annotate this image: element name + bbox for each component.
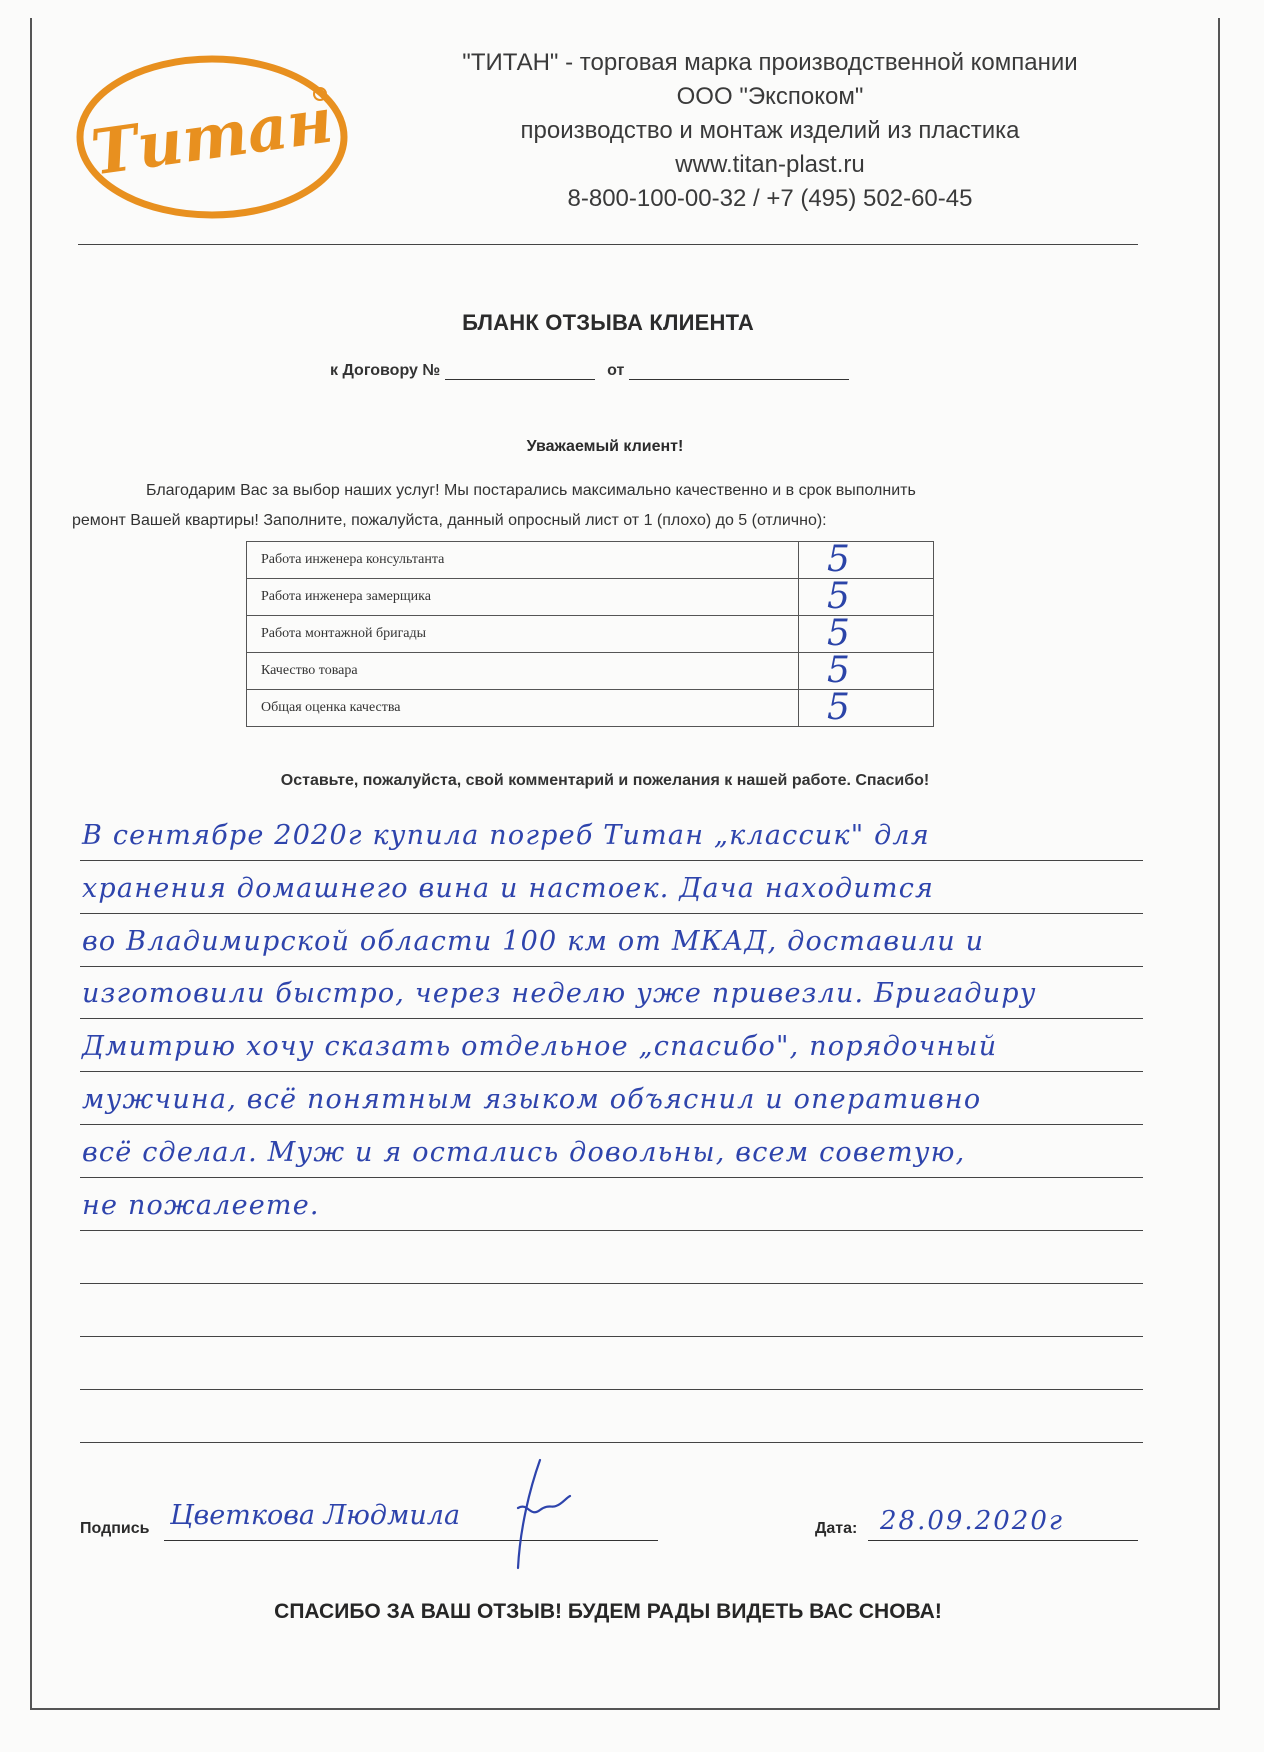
comment-text-line[interactable]: Дмитрию хочу сказать отдельное „спасибо", порядочный [82, 1031, 998, 1062]
company-info [350, 46, 1190, 216]
rating-score[interactable]: 5 [799, 690, 934, 727]
company-line: ООО "Экспоком" [676, 83, 864, 110]
rating-row [247, 690, 934, 727]
intro-line: ремонт Вашей квартиры! Заполните, пожалуйста, данный опросный лист от 1 (плохо) до 5 (отлично): [72, 512, 827, 529]
comment-rule [80, 913, 1143, 914]
comment-rule [80, 1336, 1143, 1337]
rating-label: Общая оценка качества [247, 690, 799, 727]
date-label: Дата: [815, 1520, 858, 1537]
titan-logo [74, 52, 350, 222]
rating-label: Качество товара [247, 653, 799, 690]
page-border [30, 18, 1220, 1710]
comment-rule [80, 1283, 1143, 1284]
contract-date-field[interactable] [629, 363, 849, 380]
rating-label: Работа инженера консультанта [247, 542, 799, 579]
comment-rule [80, 860, 1143, 861]
company-line: "ТИТАН" - торговая марка производственной компании [462, 49, 1078, 76]
comment-text-line[interactable]: мужчина, всё понятным языком объяснил и оперативно [82, 1084, 982, 1115]
comment-text-line[interactable]: во Владимирской области 100 км от МКАД, доставили и [82, 926, 985, 957]
intro-text [72, 476, 1142, 536]
rating-score[interactable]: 5 [799, 616, 934, 653]
rating-row [247, 542, 934, 579]
rating-score[interactable]: 5 [799, 579, 934, 616]
signature-name: Цветкова Людмила [170, 1500, 461, 1531]
comment-rule [80, 1071, 1143, 1072]
company-line: производство и монтаж изделий из пластика [520, 117, 1020, 144]
logo-text: Титан [86, 83, 337, 190]
ratings-table [246, 541, 934, 727]
comment-rule [80, 1177, 1143, 1178]
comment-text-line[interactable]: не пожалеете. [82, 1190, 320, 1221]
footer-thanks: СПАСИБО ЗА ВАШ ОТЗЫВ! БУДЕМ РАДЫ ВИДЕТЬ ВАС СНОВА! [274, 1600, 942, 1623]
comment-rule [80, 1018, 1143, 1019]
comment-rule [80, 966, 1143, 967]
comment-text-line[interactable]: изготовили быстро, через неделю уже привезли. Бригадиру [82, 978, 1037, 1009]
contract-line [330, 362, 849, 380]
company-website: www.titan-plast.ru [675, 151, 865, 178]
comment-rule [80, 1442, 1143, 1443]
form-title: БЛАНК ОТЗЫВА КЛИЕНТА [462, 310, 754, 335]
date-value: 28.09.2020г [880, 1506, 1065, 1536]
from-label: от [607, 362, 625, 379]
header-divider [78, 244, 1138, 245]
greeting: Уважаемый клиент! [526, 438, 684, 455]
signature-scribble [500, 1448, 610, 1588]
rating-label: Работа инженера замерщика [247, 579, 799, 616]
comment-text-line[interactable]: В сентябре 2020г купила погреб Титан „классик" для [82, 820, 930, 851]
comment-prompt: Оставьте, пожалуйста, свой комментарий и пожелания к нашей работе. Спасибо! [280, 772, 930, 789]
signature-label: Подпись [80, 1520, 150, 1537]
comment-text-line[interactable]: всё сделал. Муж и я остались довольны, всем советую, [82, 1137, 966, 1168]
rating-row [247, 579, 934, 616]
company-phone: 8-800-100-00-32 / +7 (495) 502-60-45 [567, 185, 973, 212]
rating-label: Работа монтажной бригады [247, 616, 799, 653]
comment-rule [80, 1230, 1143, 1231]
contract-label: к Договору № [330, 362, 441, 379]
comment-rule [80, 1124, 1143, 1125]
rating-row [247, 653, 934, 690]
contract-number-field[interactable] [445, 363, 595, 380]
rating-score[interactable]: 5 [799, 653, 934, 690]
comment-rule [80, 1389, 1143, 1390]
rating-score[interactable]: 5 [799, 542, 934, 579]
intro-line: Благодарим Вас за выбор наших услуг! Мы постарались максимально качественно и в срок выполнить [146, 482, 916, 499]
rating-row [247, 616, 934, 653]
date-field[interactable] [868, 1540, 1138, 1541]
comment-text-line[interactable]: хранения домашнего вина и настоек. Дача находится [82, 873, 935, 904]
